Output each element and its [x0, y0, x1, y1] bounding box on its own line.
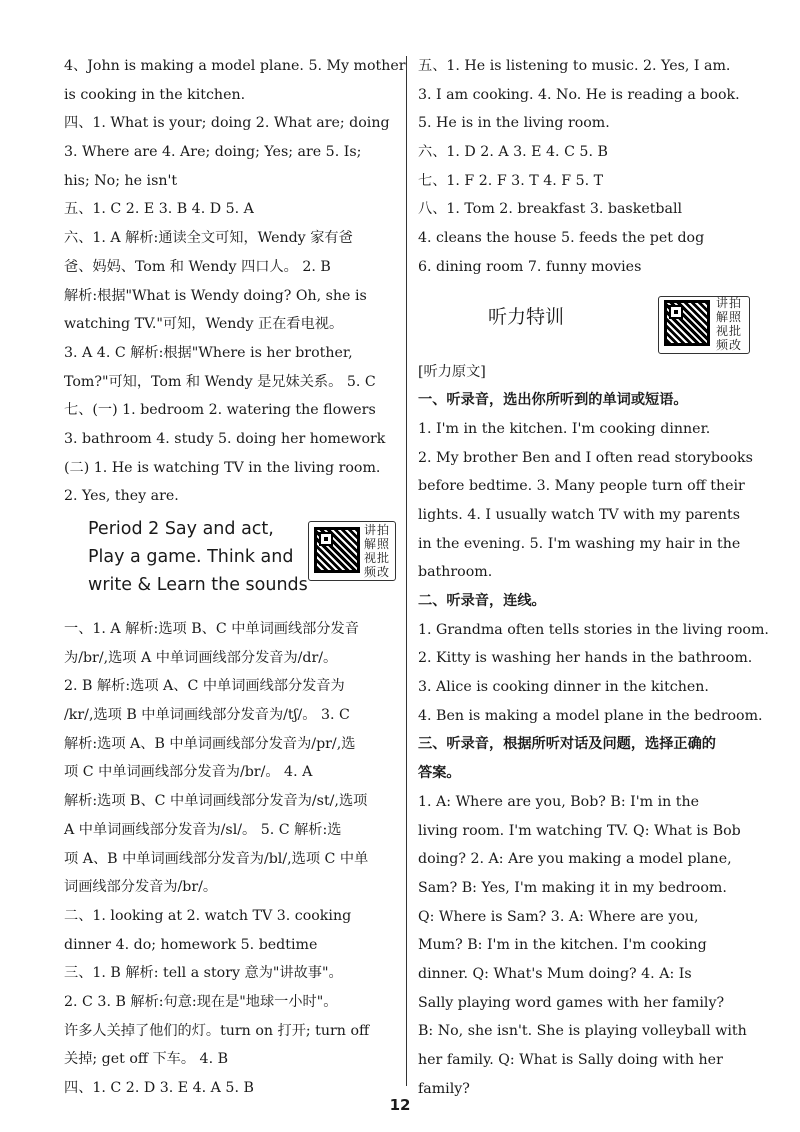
text-line: 二、听录音，连线。 — [418, 593, 546, 609]
text-line: Mum? B: I'm in the kitchen. I'm cooking — [418, 937, 707, 954]
text-line: 答案。 — [418, 765, 461, 782]
text-line: 七、(一) 1. bedroom 2. watering the flowers — [64, 402, 376, 419]
text-line: 2. My brother Ben and I often read storybooks — [418, 449, 753, 466]
text-line: 3. Where are 4. Are; doing; Yes; are 5. Is; — [64, 144, 362, 161]
period-title-line: Play a game. Think and — [88, 547, 294, 567]
qr-label: 讲拍解照视批频改 — [364, 523, 391, 579]
text-line: 四、1. What is your; doing 2. What are; doing — [64, 115, 390, 132]
text-line: 4、John is making a model plane. 5. My mother — [64, 58, 406, 74]
text-line: Sam? B: Yes, I'm making it in my bedroom. — [418, 879, 727, 896]
text-line: 项 C 中单词画线部分发音为/br/。 4. A — [64, 764, 313, 781]
text-line: 2. Yes, they are. — [64, 488, 179, 505]
text-line: 为/br/,选项 A 中单词画线部分发音为/dr/。 — [64, 649, 338, 666]
text-line: 2. C 3. B 解析:句意:现在是"地球一小时"。 — [64, 993, 338, 1010]
text-line: Sally playing word games with her family? — [418, 994, 725, 1011]
text-line: 解析:选项 A、B 中单词画线部分发音为/pr/,选 — [64, 735, 356, 752]
period-title — [88, 515, 308, 599]
text-line: 项 A、B 中单词画线部分发音为/bl/,选项 C 中单 — [64, 850, 369, 867]
text-line: 七、1. F 2. F 3. T 4. F 5. T — [418, 172, 604, 189]
listening-heading — [418, 292, 750, 354]
text-line: doing? 2. A: Are you making a model plane, — [418, 851, 732, 868]
page-number: 12 — [389, 1096, 411, 1114]
text-line: 八、1. Tom 2. breakfast 3. basketball — [418, 201, 683, 218]
left-column — [64, 52, 406, 1103]
text-line: 爸、妈妈、Tom 和 Wendy 四口人。 2. B — [64, 258, 331, 275]
text-line: 2. Kitty is washing her hands in the bathroom. — [418, 650, 753, 667]
text-line: lights. 4. I usually watch TV with my parents — [418, 506, 741, 523]
qr-label: 讲拍解照视批频改 — [716, 295, 743, 352]
text-line: 1. Grandma often tells stories in the living room. — [418, 621, 769, 638]
text-line: 4. cleans the house 5. feeds the pet dog — [418, 230, 705, 247]
text-line: [听力原文] — [418, 363, 486, 380]
text-line: 关掉; get off 下车。 4. B — [64, 1051, 229, 1068]
left-answers-bottom — [64, 615, 394, 1103]
text-line: 六、1. D 2. A 3. E 4. C 5. B — [418, 144, 608, 161]
text-line: 3. I am cooking. 4. No. He is reading a book. — [418, 86, 740, 103]
text-line: (二) 1. He is watching TV in the living room. — [64, 459, 381, 476]
text-line: bathroom. — [418, 564, 493, 581]
text-line: his; No; he isn't — [64, 172, 178, 189]
text-line: Tom?"可知，Tom 和 Wendy 是兄妹关系。 5. C — [64, 373, 376, 390]
text-line: 四、1. C 2. D 3. E 4. A 5. B — [64, 1080, 254, 1096]
text-line: 一、听录音，选出你所听到的单词或短语。 — [418, 392, 688, 409]
left-answers-top — [64, 52, 406, 511]
text-line: Q: Where is Sam? 3. A: Where are you, — [418, 908, 699, 925]
text-line: 词画线部分发音为/br/。 — [64, 879, 218, 896]
qr-code-icon[interactable] — [314, 527, 360, 573]
text-line: her family. Q: What is Sally doing with her — [418, 1052, 723, 1068]
column-divider — [406, 56, 407, 1086]
period-2-heading — [64, 515, 394, 611]
right-answers-top — [418, 52, 750, 282]
text-line: 6. dining room 7. funny movies — [418, 258, 642, 275]
text-line: 六、1. A 解析:通读全文可知，Wendy 家有爸 — [64, 230, 353, 247]
text-line: 解析:选项 B、C 中单词画线部分发音为/st/,选项 — [64, 793, 368, 810]
period-title-line: write & Learn the sounds — [88, 575, 308, 595]
text-line: is cooking in the kitchen. — [64, 86, 246, 103]
text-line: family? — [418, 1080, 470, 1097]
right-column — [418, 52, 769, 1103]
listening-title: 听力特训 — [488, 305, 565, 328]
text-line: 4. Ben is making a model plane in the bedroom. — [418, 707, 763, 724]
text-line: /kr/,选项 B 中单词画线部分发音为/tʃ/。 3. C — [64, 707, 350, 724]
text-line: dinner. Q: What's Mum doing? 4. A: Is — [418, 965, 692, 982]
text-line: 1. I'm in the kitchen. I'm cooking dinner. — [418, 420, 711, 437]
text-line: 二、1. looking at 2. watch TV 3. cooking — [64, 907, 352, 924]
text-line: 3. bathroom 4. study 5. doing her homework — [64, 430, 386, 447]
text-line: watching TV."可知，Wendy 正在看电视。 — [64, 316, 344, 333]
text-line: living room. I'm watching TV. Q: What is Bob — [418, 822, 741, 839]
text-line: dinner 4. do; homework 5. bedtime — [64, 936, 318, 953]
text-line: 2. B 解析:选项 A、C 中单词画线部分发音为 — [64, 678, 345, 695]
text-line: 5. He is in the living room. — [418, 115, 610, 132]
text-line: 三、1. B 解析: tell a story 意为"讲故事"。 — [64, 965, 343, 982]
text-line: before bedtime. 3. Many people turn off their — [418, 478, 745, 495]
text-line: 许多人关掉了他们的灯。turn on 打开; turn off — [64, 1022, 370, 1039]
text-line: 1. A: Where are you, Bob? B: I'm in the — [418, 793, 700, 810]
text-line: A 中单词画线部分发音为/sl/。 5. C 解析:选 — [64, 821, 342, 838]
text-line: 三、听录音，根据所听对话及问题，选择正确的 — [418, 736, 716, 753]
text-line: B: No, she isn't. She is playing volleyball with — [418, 1023, 747, 1040]
text-line: 五、1. He is listening to music. 2. Yes, I am. — [418, 58, 731, 74]
qr-code-icon[interactable] — [664, 300, 710, 346]
listening-transcript — [418, 358, 769, 1104]
period-title-line: Period 2 Say and act, — [88, 519, 274, 539]
text-line: 解析:根据"What is Wendy doing? Oh, she is — [64, 287, 367, 304]
text-line: 3. Alice is cooking dinner in the kitchen. — [418, 679, 709, 696]
text-line: 五、1. C 2. E 3. B 4. D 5. A — [64, 201, 254, 218]
text-line: in the evening. 5. I'm washing my hair in the — [418, 535, 741, 552]
text-line: 一、1. A 解析:选项 B、C 中单词画线部分发音 — [64, 621, 359, 637]
text-line: 3. A 4. C 解析:根据"Where is her brother, — [64, 344, 353, 361]
